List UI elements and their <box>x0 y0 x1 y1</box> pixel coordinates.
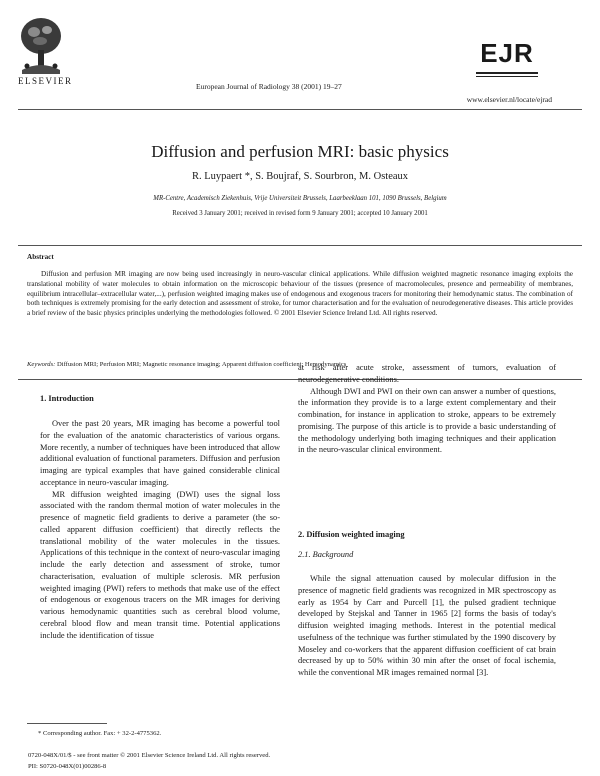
abstract-heading: Abstract <box>27 253 54 261</box>
elsevier-logo <box>18 14 73 86</box>
copyright-line: 0720-048X/01/$ - see front matter © 2001 Elsevier Science Ireland Ltd. All rights reserved. <box>28 752 271 759</box>
article-authors: R. Luypaert *, S. Boujraf, S. Sourbron, M. Osteaux <box>191 171 409 182</box>
keywords-label: Keywords: <box>27 361 56 368</box>
journal-reference: European Journal of Radiology 38 (2001) 19–27 <box>196 82 342 91</box>
body-paragraph: Although DWI and PWI on their own can answer a number of questions, the information they provide is to a large extent complementary and their combination, for instance in application to stroke, appears to be extremely promising. The purpose of this article is to provide a basic understanding of the methodology underlying both imaging techniques and their application in the neuro-vascular clinical environment. <box>298 386 556 455</box>
body-paragraph: MR diffusion weighted imaging (DWI) uses the signal loss associated with the random thermal motion of water molecules in the presence of magnetic field gradients to derive a parameter (the so-called apparent diffusion coefficient) that directly reflects the translational mobility of the water molecules in the tissues. Applications of this technique in the context of neuro-vascular imaging include the early detection and assessment of stroke, tumor characterisation, evaluation of multiple sclerosis. MR perfusion weighted imaging (PWI) refers to methods that make use of the effect of endogenous or exogenous tracers on the MR images for deriving various hemodynamic quantities such as cerebral blood volume, cerebral blood flow and mean transit time. Potential applications include the identification of tissue <box>40 489 280 640</box>
section-heading-introduction: 1. Introduction <box>40 394 94 403</box>
body-paragraph: at risk after acute stroke, assessment of tumors, evaluation of neurodegenerative conditions. <box>298 363 556 384</box>
publisher-name: ELSEVIER <box>18 76 73 86</box>
body-paragraph: Over the past 20 years, MR imaging has become a powerful tool for the evaluation of the anatomic characteristics of various organs. More recently, a number of techniques have been introduced that allow additional evaluation of functional parameters. Diffusion and perfusion imaging are typical examples that have gained considerable clinical acceptance in neuro-vascular imaging. <box>40 419 280 487</box>
right-column-bottom <box>298 573 556 679</box>
header-divider <box>18 109 582 110</box>
abstract-text: Diffusion and perfusion MR imaging are now being used increasingly in neuro-vascular clinical applications. While diffusion weighted magnetic resonance imaging exploits the translational mobility of water molecules to obtain information on the microscopic behaviour of the tissues (presence of macromolecules, presence and permeability of membranes, equilibrium intracellular–extracellular water,...), perfusion weighted imaging makes use of endogenous and exogenous tracers for monitoring their hemodynamic status. The combination of both techniques is extremely promising for the early detection and assessment of stroke, for tumor characterisation and for the evaluation of neurodegenerative diseases. This article provides a brief review of the basic physics principles underlying the methodologies followed. © 2001 Elsevier Science Ireland Ltd. All rights reserved. <box>27 270 573 318</box>
title-divider <box>18 245 582 246</box>
article-affiliation: MR-Centre, Academisch Ziekenhuis, Vrije Universiteit Brussels, Laarbeeklaan 101, 1090 Brussels, Belgium <box>153 195 447 202</box>
journal-logo <box>472 38 542 88</box>
right-column-top <box>298 362 556 456</box>
journal-logo-text: EJR <box>480 38 534 68</box>
pii-line: PII: S0720-048X(01)00286-8 <box>28 763 107 770</box>
corresponding-author-footnote: * Corresponding author. Fax: + 32-2-4775362. <box>38 730 162 737</box>
subsection-heading-background: 2.1. Background <box>298 550 354 559</box>
keywords-list: Diffusion MRI; Perfusion MRI; Magnetic resonance imaging; Apparent diffusion coefficient; Hemodynamics <box>56 361 347 368</box>
logo-rule <box>476 76 538 77</box>
body-paragraph: While the signal attenuation caused by molecular diffusion in the presence of magnetic field gradients was recognized in MR spectroscopy as early as 1954 by Carr and Purcell [1], the pulsed gradient technique developed by Stejskal and Tanner in 1965 [2] forms the basis of today's diffusion weighted imaging methods. Interest in the potential medical usefulness of the technique was further stimulated by the 1990 discovery by Moseley and co-workers that the apparent diffusion coefficient of cat brain decreased by up to 50% within 30 min after the onset of focal ischemia, while the conventional MR images remained normal [3]. <box>298 574 556 677</box>
journal-url[interactable]: www.elsevier.nl/locate/ejrad <box>466 95 552 104</box>
section-heading-dwi: 2. Diffusion weighted imaging <box>298 530 405 539</box>
article-dates: Received 3 January 2001; received in revised form 9 January 2001; accepted 10 January 2001 <box>172 210 428 217</box>
elsevier-tree-icon <box>18 14 64 76</box>
left-column <box>40 418 280 641</box>
footnote-rule <box>27 723 107 724</box>
article-title: Diffusion and perfusion MRI: basic physics <box>151 142 449 161</box>
logo-rule <box>476 72 538 74</box>
